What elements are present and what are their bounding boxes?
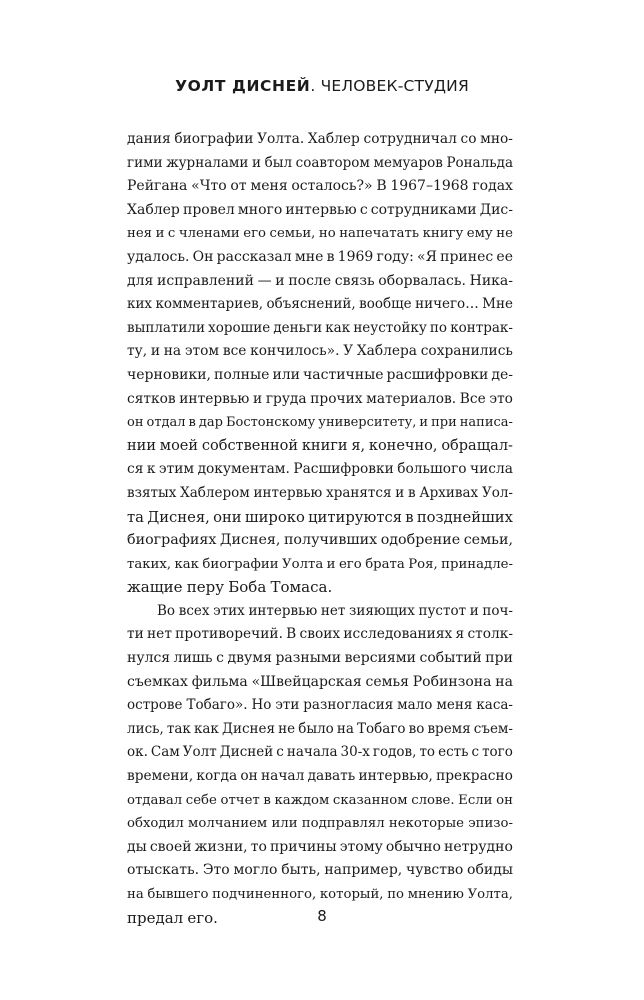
text-line: та Диснея, они широко цитируются в позднейших (127, 508, 513, 526)
text-line: обходил молчанием или подправлял некоторые эпизо- (127, 816, 513, 832)
text-line: сятков интервью и груда прочих материалов. Все это (127, 390, 513, 407)
text-line: ти нет противоречий. В своих исследованиях я столк- (127, 626, 513, 643)
text-line: съемках фильма «Швейцарская семья Робинзона на (127, 673, 513, 690)
text-line: дания биографии Уолта. Хаблер сотрудничал со мно- (127, 131, 513, 147)
page-number: 8 (317, 907, 327, 925)
text-line: черновики, полные или частичные расшифровки де- (127, 366, 513, 383)
text-line: отыскать. Это могло быть, например, чувство обиды (127, 862, 513, 879)
text-line: ких комментариев, объяснений, вообще ничего… Мне (127, 296, 513, 313)
text-line: выплатили хорошие деньги как неустойку по контрак- (127, 319, 513, 336)
text-line: он отдал в дар Бостонскому университету, и при написа- (127, 415, 513, 431)
running-head-separator: . (310, 77, 316, 95)
text-line: взятых Хаблером интервью хранятся и в Архивах Уол- (127, 484, 513, 501)
running-head (0, 76, 644, 96)
text-line: нии моей собственной книги я, конечно, обращал- (127, 437, 513, 454)
text-line: для исправлений — и после связь оборвалась. Ника- (127, 272, 513, 289)
text-line: таких, как биографии Уолта и его брата Роя, принадле- (127, 556, 513, 572)
text-line: времени, когда он начал давать интервью, прекрасно (127, 768, 513, 785)
text-line: гими журналами и был соавтором мемуаров Рональда (127, 154, 513, 171)
paragraph (127, 128, 513, 600)
text-line: удалось. Он рассказал мне в 1969 году: «Я принес ее (127, 248, 513, 265)
text-line: жащие перу Боба Томаса. (127, 578, 333, 597)
running-head-title: ЧЕЛОВЕК-СТУДИЯ (315, 77, 469, 95)
text-line: ды своей жизни, то причины этому обычно нетрудно (127, 838, 513, 855)
text-line: Хаблер провел много интервью с сотрудниками Дис- (127, 201, 513, 218)
text-line: ту, и на этом все кончилось». У Хаблера сохранились (127, 343, 513, 360)
text-line: на бывшего подчиненного, который, по мнению Уолта, (127, 887, 513, 902)
text-line: Во всех этих интервью нет зияющих пустот и поч- (157, 602, 513, 619)
text-line: Рейгана «Что от меня осталось?» В 1967–1968 годах (127, 178, 513, 195)
text-line: нулся лишь с двумя разными версиями событий при (127, 650, 513, 667)
body-text (127, 128, 513, 930)
text-line: острове Тобаго». Но эти разногласия мало меня каса- (127, 697, 513, 714)
text-line: ок. Сам Уолт Дисней с начала 30-х годов, то есть с того (127, 744, 513, 761)
text-line: ся к этим документам. Расшифровки большого числа (127, 461, 513, 478)
paragraph (127, 600, 513, 930)
running-head-author: УОЛТ ДИСНЕЙ (175, 77, 311, 95)
text-line: лись, так как Диснея не было на Тобаго во время съем- (127, 720, 513, 737)
text-line: отдавал себе отчет в каждом сказанном слове. Если он (127, 792, 513, 808)
text-line: биографиях Диснея, получивших одобрение семьи, (127, 532, 513, 549)
text-line: нея и с членами его семьи, но напечатать книгу ему не (127, 226, 513, 242)
text-line: предал его. (127, 908, 218, 927)
